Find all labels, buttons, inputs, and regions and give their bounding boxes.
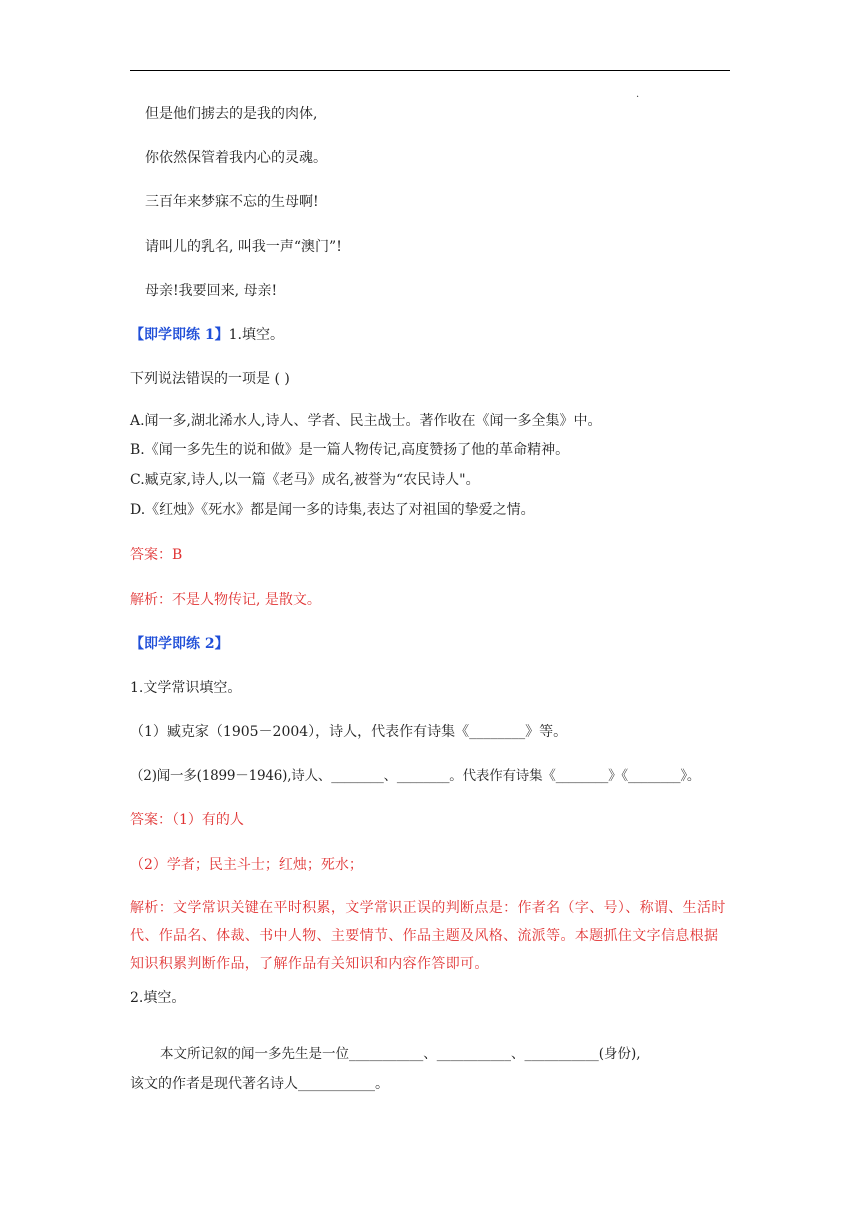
practice2-q1-line1: （1）臧克家（1905－2004），诗人，代表作有诗集《________》等。: [130, 724, 568, 740]
practice2-q2-line2: 该文的作者是现代著名诗人___________。: [130, 1076, 389, 1092]
practice1-heading: 【即学即练 1】: [130, 327, 229, 343]
option-c: C.臧克家,诗人,以一篇《老马》成名,被誉为“农民诗人"。: [130, 472, 480, 488]
poem-line-3: 三百年来梦寐不忘的生母啊!: [145, 194, 319, 210]
practice1-question: 下列说法错误的一项是 ( ): [130, 371, 290, 387]
practice1-header: [130, 325, 284, 345]
practice2-q2-line1: 本文所记叙的闻一多先生是一位___________、___________、___________(身份),: [160, 1046, 641, 1062]
option-b: B.《闻一多先生的说和做》是一篇人物传记,高度赞扬了他的革命精神。: [130, 442, 570, 458]
practice1-answer: 答案：B: [130, 547, 183, 563]
practice2-q1-line2: （2)闻一多(1899－1946),诗人、________、________。代表作有诗集《________》《________》。: [130, 768, 701, 784]
practice2-analysis: 解析：文学常识关键在平时积累，文学常识正误的判断点是：作者名（字、号）、称谓、生活时代、作品名、体裁、书中人物、主要情节、作品主题及风格、流派等。本题抓住文字信息根据知识积累判断作品，了解作品有关知识和内容作答即可。: [130, 900, 726, 972]
practice1-title: 1.填空。: [228, 327, 284, 343]
header-rule: [130, 70, 730, 71]
practice1-analysis: 解析：不是人物传记, 是散文。: [130, 592, 321, 608]
practice2-answer-2: （2）学者；民主斗士；红烛；死水；: [130, 857, 363, 873]
header-dot: ·: [636, 92, 640, 103]
practice2-answer-1: 答案：（1）有的人: [130, 812, 244, 828]
practice2-q2-title: 2.填空。: [130, 990, 186, 1006]
practice2-heading: 【即学即练 2】: [130, 636, 229, 652]
poem-line-4: 请叫儿的乳名, 叫我一声“澳门”!: [145, 239, 342, 255]
practice2-q1-title: 1.文学常识填空。: [130, 680, 242, 696]
poem-line-1: 但是他们掳去的是我的肉体,: [145, 106, 318, 122]
poem-line-5: 母亲!我要回来, 母亲!: [145, 283, 278, 299]
option-a: A.闻一多,湖北浠水人,诗人、学者、民主战士。著作收在《闻一多全集》中。: [130, 413, 602, 429]
option-d: D.《红烛》《死水》都是闻一多的诗集,表达了对祖国的挚爱之情。: [130, 502, 535, 518]
poem-line-2: 你依然保管着我内心的灵魂。: [145, 150, 327, 166]
